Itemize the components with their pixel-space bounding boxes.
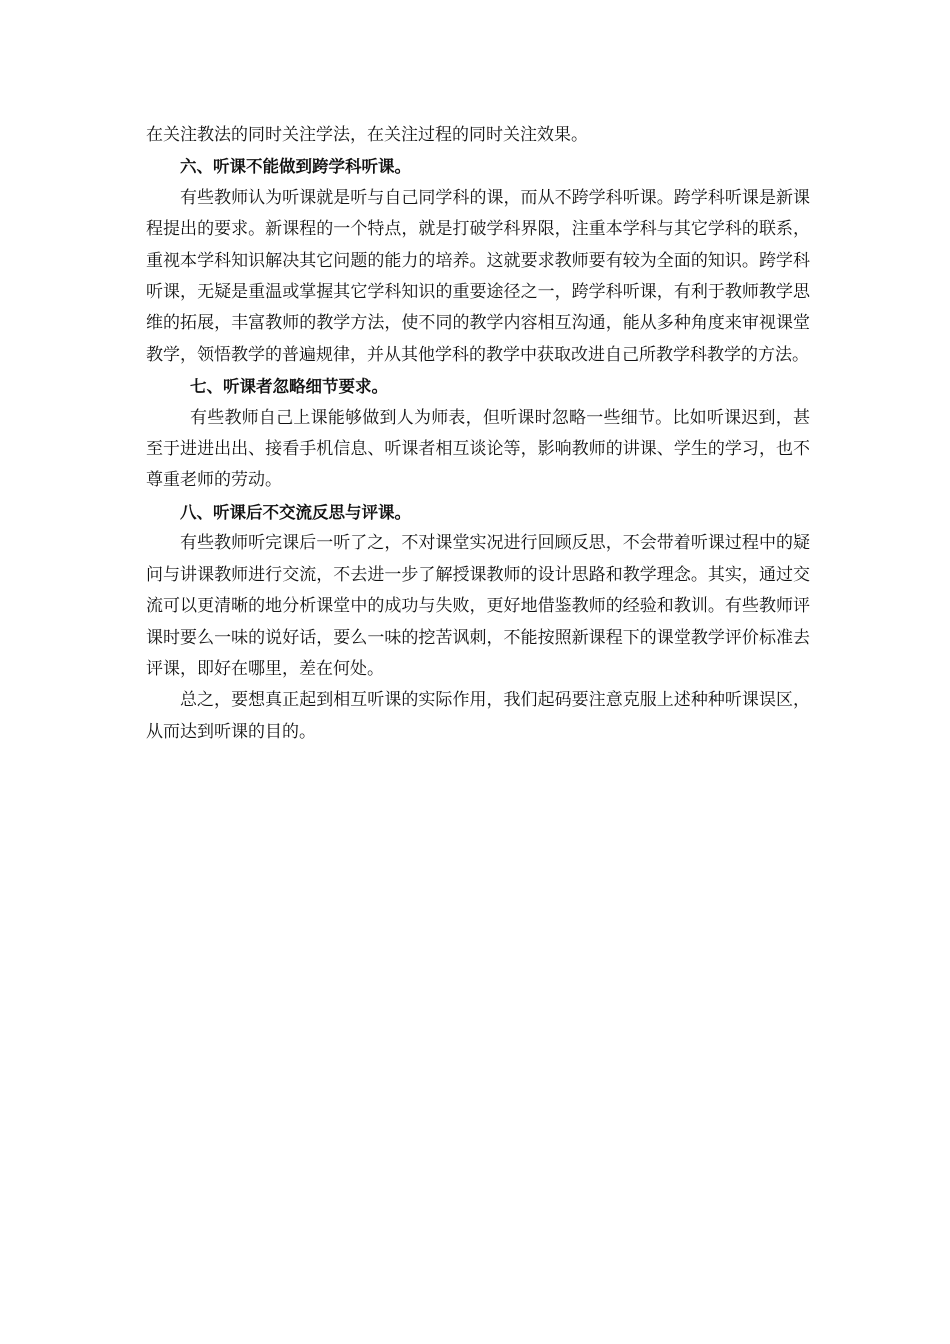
document-page (146, 120, 810, 748)
paragraph-conclusion: 总之，要想真正起到相互听课的实际作用，我们起码要注意克服上述种种听课误区，从而达到听课的目的。 (146, 690, 810, 742)
section-heading-6: 六、听课不能做到跨学科听课。 (180, 157, 411, 177)
section-heading-7: 七、听课者忽略细节要求。 (190, 377, 388, 397)
paragraph-section-6: 有些教师认为听课就是听与自己同学科的课，而从不跨学科听课。跨学科听课是新课程提出的要求。新课程的一个特点，就是打破学科界限，注重本学科与其它学科的联系，重视本学科知识解决其它问题的能力的培养。这就要求教师要有较为全面的知识。跨学科听课，无疑是重温或掌握其它学科知识的重要途径之一，跨学科听课，有利于教师教学思维的拓展，丰富教师的教学方法，使不同的教学内容相互沟通，能从多种角度来审视课堂教学，领悟教学的普遍规律，并从其他学科的教学中获取改进自己所教学科教学的方法。 (146, 187, 810, 365)
paragraph-section-7: 有些教师自己上课能够做到人为师表，但听课时忽略一些细节。比如听课迟到，甚至于进进出出、接看手机信息、听课者相互谈论等，影响教师的讲课、学生的学习，也不尊重老师的劳动。 (146, 407, 810, 491)
paragraph-continuation: 在关注教法的同时关注学法，在关注过程的同时关注效果。 (146, 125, 588, 145)
section-heading-8: 八、听课后不交流反思与评课。 (180, 502, 411, 522)
paragraph-section-8: 有些教师听完课后一听了之，不对课堂实况进行回顾反思，不会带着听课过程中的疑问与讲课教师进行交流，不去进一步了解授课教师的设计思路和教学理念。其实，通过交流可以更清晰的地分析课堂中的成功与失败，更好地借鉴教师的经验和教训。有些教师评课时要么一味的说好话，要么一味的挖苦讽刺，不能按照新课程下的课堂教学评价标准去评课，即好在哪里，差在何处。 (146, 533, 810, 679)
